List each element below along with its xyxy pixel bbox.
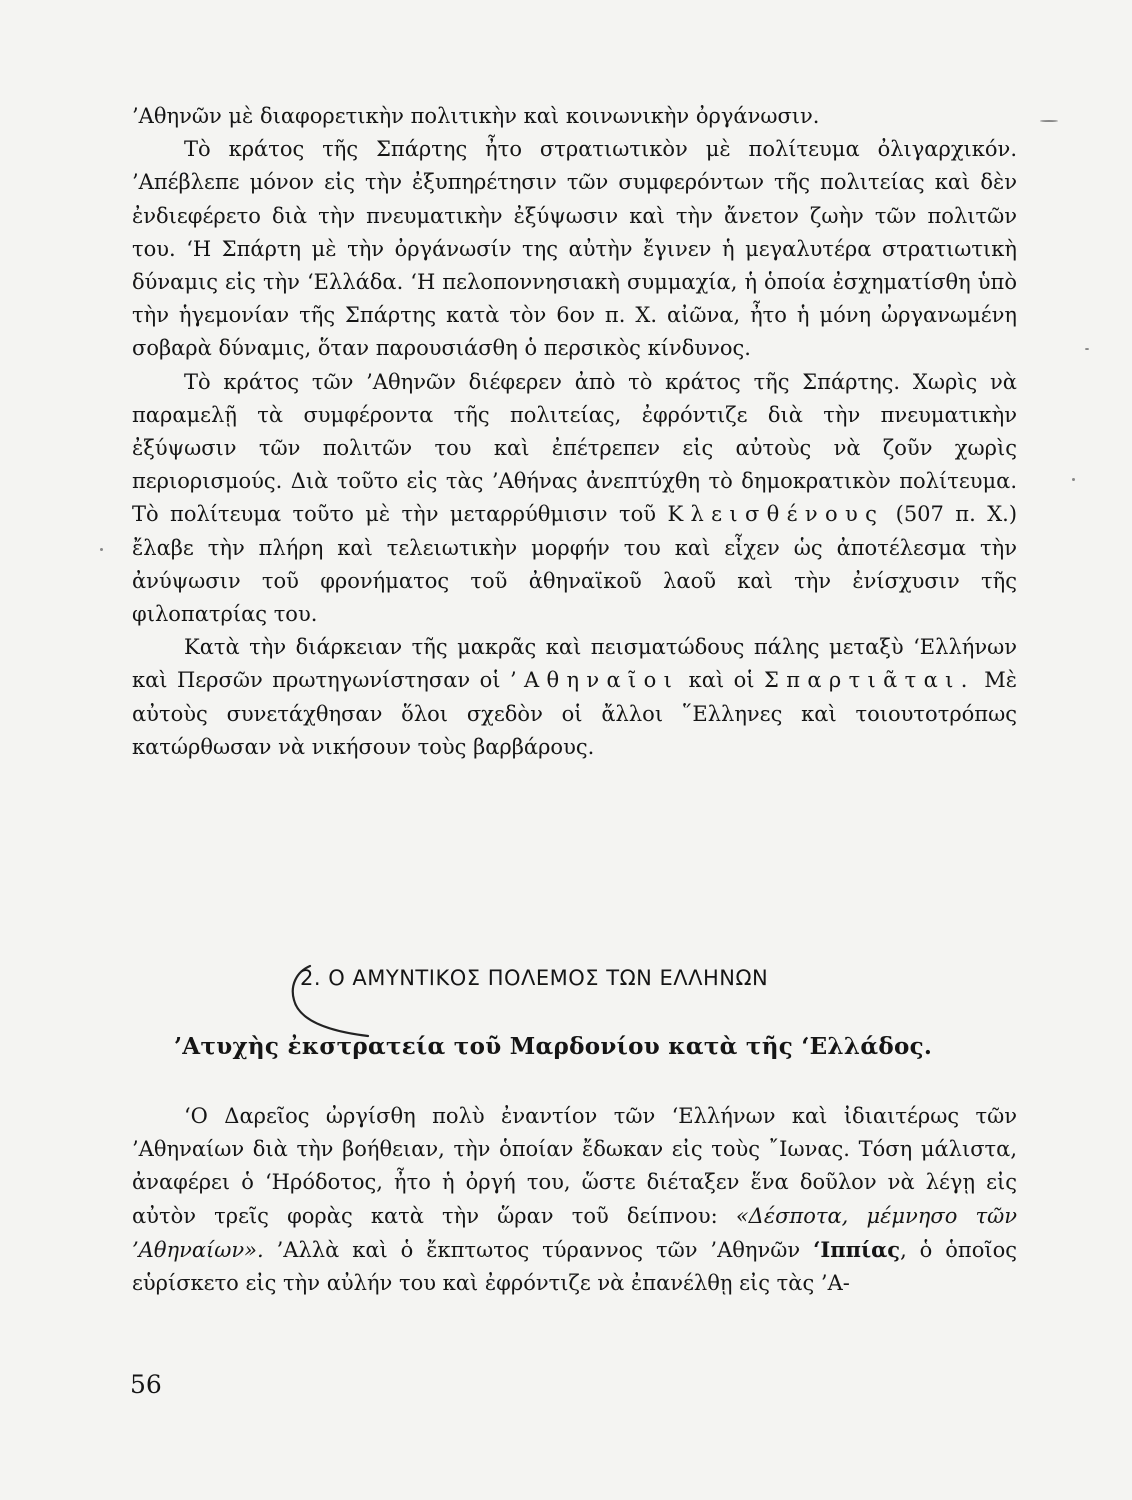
scan-speck: [100, 548, 103, 551]
paragraph-athens: [132, 366, 1017, 632]
scan-speck: [1085, 348, 1089, 350]
body-text-upper: [132, 100, 1017, 764]
scan-speck: [1040, 120, 1058, 122]
text-run: ’Αλλὰ καὶ ὁ ἔκπτωτος τύραννος τῶν ’Αθηνῶν: [276, 1237, 801, 1262]
page-number: 56: [130, 1370, 162, 1399]
text-run: Μὲ αὐτοὺς συνετάχθησαν ὅλοι σχεδὸν οἱ ἄλλοι ῞Ελληνες καὶ τοιουτοτρόπως κατώρθωσαν νὰ νικήσουν τοὺς βαρβάρους.: [132, 668, 1018, 759]
name-spartans: Σπαρτιᾶται.: [764, 668, 975, 693]
text-run: καὶ οἱ: [688, 668, 755, 693]
paragraph-continued: ’Αθηνῶν μὲ διαφορετικὴν πολιτικὴν καὶ κοινωνικὴν ὀργάνωσιν.: [132, 104, 820, 128]
name-athenians: ’Αθηναῖοι: [509, 668, 680, 693]
text-run: (507 π. Χ.) ἔλαβε τὴν πλήρη καὶ τελειωτικὴν μορφήν του καὶ εἶχεν ὡς ἀποτέλεσμα τὴν ἀνύψωσιν τοῦ φρονήματος τοῦ ἀθηναϊκοῦ λαοῦ καὶ τὴν ἐνίσχυσιν τῆς φιλοπατρίας του.: [132, 502, 1018, 627]
paragraph-sparta: Τὸ κράτος τῆς Σπάρτης ἦτο στρατιωτικὸν μὲ πολίτευμα ὀλιγαρχικόν. ’Απέβλεπε μόνον εἰς τὴν ἐξυπηρέτησιν τῶν συμφερόντων τῆς πολιτείας καὶ δὲν ἐνδιεφέρετο διὰ τὴν πνευματικὴν ἐξύψωσιν καὶ τὴν ἄνετον ζωὴν τῶν πολιτῶν του. ‘Η Σπάρτη μὲ τὴν ὀργάνωσίν της αὐτὴν ἔγινεν ἡ μεγαλυτέρα στρατιωτικὴ δύναμις εἰς τὴν ‘Ελλάδα. ‘Η πελοποννησιακὴ συμμαχία, ἡ ὁποία ἐσχηματίσθη ὑπὸ τὴν ἡγεμονίαν τῆς Σπάρτης κατὰ τὸν 6ον π. Χ. αἰῶνα, ἦτο ἡ μόνη ὠργανωμένη σοβαρὰ δύναμις, ὅταν παρουσιάσθη ὁ περσικὸς κίνδυνος.: [132, 137, 1017, 361]
scan-speck: [1072, 478, 1075, 481]
paragraph-darius: [132, 1100, 1017, 1300]
text-run: Τὸ κράτος τῶν ’Αθηνῶν διέφερεν ἀπὸ τὸ κράτος τῆς Σπάρτης. Χωρὶς νὰ παραμελῇ τὰ συμφέροντα τῆς πολιτείας, ἐφρόντιζε διὰ τὴν πνευματικὴν ἐξύψωσιν τῶν πολιτῶν του καὶ ἐπέτρεπεν εἰς αὐτοὺς νὰ ζοῦν χωρὶς περιορισμούς. Διὰ τοῦτο εἰς τὰς ’Αθήνας ἀνεπτύχθη τὸ δημοκρατικὸν πολίτευμα. Τὸ πολίτευμα τοῦτο μὲ τὴν μεταρρύθμισιν τοῦ: [132, 369, 1017, 527]
paragraph-persian-war: [132, 631, 1017, 764]
body-text-lower: [132, 1100, 1017, 1300]
section-heading: 2. Ο ΑΜΥΝΤΙΚΟΣ ΠΟΛΕΜΟΣ ΤΩΝ ΕΛΛΗΝΩΝ: [300, 966, 769, 990]
section-subheading: ’Ατυχὴς ἐκστρατεία τοῦ Μαρδονίου κατὰ τῆς ‘Ελλάδος.: [174, 1033, 933, 1060]
text-run: Κατὰ τὴν διάρκειαν τῆς μακρᾶς καὶ πεισματώδους πάλης μεταξὺ ‘Ελλήνων καὶ Περσῶν πρωτηγωνίστησαν οἱ: [132, 635, 1017, 693]
quote-despota: «Δέσποτα, μέμνησο τῶν ’Αθηναίων».: [132, 1203, 1018, 1262]
text-run: , ὁ ὁποῖος εὑρίσκετο εἰς τὴν αὐλήν του καὶ ἐφρόντιζε νὰ ἐπανέλθῃ εἰς τὰς ’Α-: [132, 1237, 1017, 1296]
name-hippias: ‘Ιππίας: [813, 1236, 901, 1262]
text-run: ‘Ο Δαρεῖος ὠργίσθη πολὺ ἐναντίον τῶν ‘Ελλήνων καὶ ἰδιαιτέρως τῶν ’Αθηναίων διὰ τὴν βοήθειαν, τὴν ὁποίαν ἔδωκαν εἰς τοὺς ῎Ιωνας. Τόση μάλιστα, ἀναφέρει ὁ ‘Ηρόδοτος, ἦτο ἡ ὀργή του, ὥστε διέταξεν ἕνα δοῦλον νὰ λέγῃ εἰς αὐτὸν τρεῖς φορὰς κατὰ τὴν ὥραν τοῦ δείπνου:: [132, 1104, 1017, 1228]
name-kleisthenes: Κλεισθένους: [667, 502, 885, 527]
